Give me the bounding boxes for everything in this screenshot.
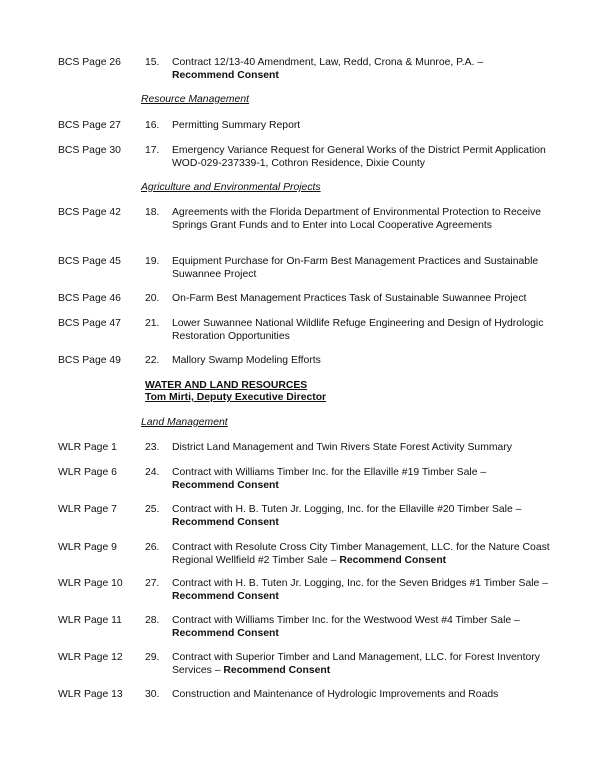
item-text: Contract with Williams Timber Inc. for the Ellaville #19 Timber Sale – xyxy=(172,467,487,478)
item-text: Contract with H. B. Tuten Jr. Logging, Inc. for the Ellaville #20 Timber Sale – xyxy=(172,504,522,515)
item-number: 21. xyxy=(145,318,160,329)
item-number: 25. xyxy=(145,504,160,515)
item-number: 26. xyxy=(145,542,160,553)
item-description: Mallory Swamp Modeling Efforts xyxy=(172,355,321,366)
item-description: Permitting Summary Report xyxy=(172,120,301,131)
item-number: 28. xyxy=(145,615,160,626)
consent-label: Recommend Consent xyxy=(172,516,279,528)
page-reference: WLR Page 12 xyxy=(58,652,123,663)
page-reference: WLR Page 10 xyxy=(58,578,123,589)
page-reference: WLR Page 11 xyxy=(58,615,122,626)
item-text: Contract with Superior Timber and Land Management, LLC. for Forest Inventory Services – xyxy=(172,652,540,676)
item-number: 17. xyxy=(145,145,160,156)
page-reference: BCS Page 46 xyxy=(58,293,121,304)
item-number: 30. xyxy=(145,689,160,700)
item-description: Construction and Maintenance of Hydrologic Improvements and Roads xyxy=(172,689,499,700)
subheading-resource-management: Resource Management xyxy=(141,94,250,105)
item-text: Contract with Resolute Cross City Timber Management, LLC. for the Nature Coast Regional Wellfield #2 Timber Sale – xyxy=(172,542,550,566)
item-description: Agreements with the Florida Department of Environmental Protection to Receive Springs Grant Funds and to Enter into Local Cooperative Agreements xyxy=(172,207,542,231)
page-reference: WLR Page 9 xyxy=(58,542,117,553)
item-description xyxy=(172,578,552,603)
page-reference: BCS Page 42 xyxy=(58,207,121,218)
consent-label: Recommend Consent xyxy=(223,664,331,676)
consent-label: Recommend Consent xyxy=(172,590,279,602)
item-description: Emergency Variance Request for General Works of the District Permit Application WOD-029-237339-1, Cothron Residence, Dixie County xyxy=(172,145,546,169)
item-description xyxy=(172,57,552,82)
item-number: 24. xyxy=(145,467,160,478)
item-description: Equipment Purchase for On-Farm Best Management Practices and Sustainable Suwannee Project xyxy=(172,256,539,280)
page-reference: WLR Page 13 xyxy=(58,689,123,700)
page-reference: BCS Page 49 xyxy=(58,355,121,366)
page-reference: BCS Page 30 xyxy=(58,145,121,156)
item-number: 23. xyxy=(145,442,160,453)
subheading-land-management: Land Management xyxy=(141,417,228,428)
item-number: 16. xyxy=(145,120,160,131)
item-number: 27. xyxy=(145,578,160,589)
page-reference: BCS Page 45 xyxy=(58,256,121,267)
item-number: 29. xyxy=(145,652,160,663)
item-description xyxy=(172,504,572,529)
page-reference: BCS Page 26 xyxy=(58,57,121,68)
item-description: Lower Suwannee National Wildlife Refuge Engineering and Design of Hydrologic Restoration Opportunities xyxy=(172,318,544,342)
item-description xyxy=(172,542,552,567)
subheading-agriculture: Agriculture and Environmental Projects xyxy=(141,182,321,193)
consent-label: Recommend Consent xyxy=(172,627,279,639)
item-text: Contract with Williams Timber Inc. for the Westwood West #4 Timber Sale – xyxy=(172,615,520,626)
item-description: On-Farm Best Management Practices Task of Sustainable Suwannee Project xyxy=(172,293,527,304)
item-text: Contract 12/13-40 Amendment, Law, Redd, Crona & Munroe, P.A. – xyxy=(172,57,484,68)
item-number: 22. xyxy=(145,355,160,366)
item-description: District Land Management and Twin Rivers State Forest Activity Summary xyxy=(172,442,512,453)
item-description xyxy=(172,467,552,492)
item-text: Contract with H. B. Tuten Jr. Logging, Inc. for the Seven Bridges #1 Timber Sale – xyxy=(172,578,548,589)
item-number: 20. xyxy=(145,293,160,304)
section-subtitle: Tom Mirti, Deputy Executive Director xyxy=(145,392,327,403)
consent-label: Recommend Consent xyxy=(172,479,279,491)
consent-label: Recommend Consent xyxy=(172,69,279,81)
section-title: WATER AND LAND RESOURCES xyxy=(145,380,308,391)
page-reference: WLR Page 7 xyxy=(58,504,117,515)
consent-label: Recommend Consent xyxy=(339,554,447,566)
item-number: 18. xyxy=(145,207,160,218)
item-description xyxy=(172,652,552,677)
item-description xyxy=(172,615,552,640)
page-reference: BCS Page 27 xyxy=(58,120,121,131)
page-reference: WLR Page 6 xyxy=(58,467,117,478)
item-number: 15. xyxy=(145,57,160,68)
item-number: 19. xyxy=(145,256,160,267)
page-reference: BCS Page 47 xyxy=(58,318,121,329)
page-reference: WLR Page 1 xyxy=(58,442,117,453)
